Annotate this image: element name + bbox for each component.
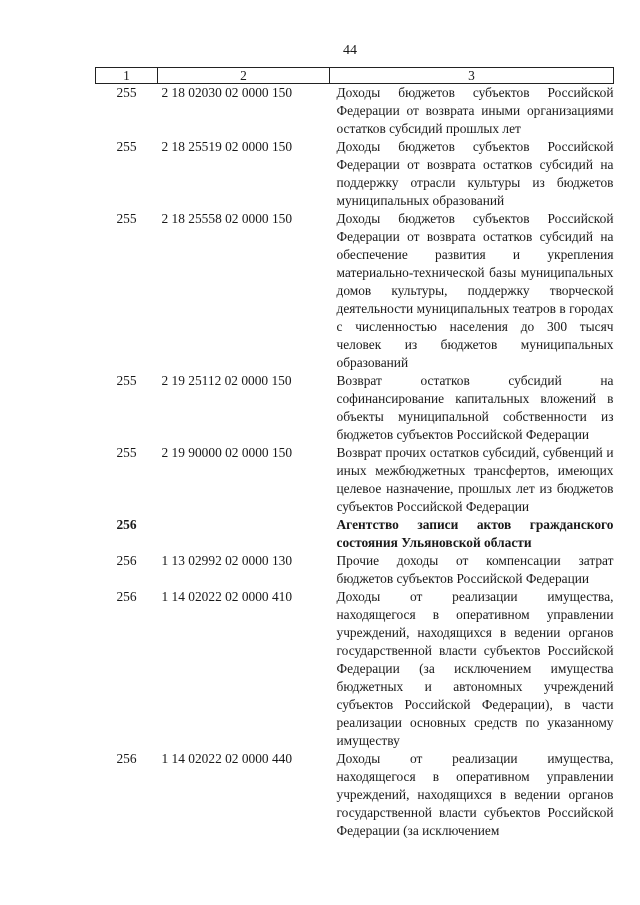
table-row — [96, 210, 614, 372]
admin-code-cell: 256 — [116, 517, 137, 532]
revenue-description-cell: Доходы бюджетов субъектов Российской Федерации от возврата остатков субсидий на обеспечение развития и укрепления материально-технической базы муниципальных домов культуры, поддержку творческой деятельности муниципальных театров в городах с численностью населения до 300 тысяч человек из бюджетов муниципальных образований — [336, 211, 614, 370]
budget-classification-code-cell — [158, 516, 330, 552]
revenue-description-cell: Агентство записи актов гражданского состояния Ульяновской области — [336, 517, 614, 550]
admin-code-cell: 255 — [116, 85, 137, 100]
page-number: 44 — [343, 43, 357, 58]
table-row — [96, 138, 614, 210]
revenue-description-cell: Прочие доходы от компенсации затрат бюджетов субъектов Российской Федерации — [336, 553, 614, 586]
budget-classification-code-cell: 2 18 25519 02 0000 150 — [161, 139, 293, 154]
admin-code-cell: 256 — [116, 553, 137, 568]
revenue-description-cell: Доходы от реализации имущества, находящегося в оперативном управлении учреждений, находящихся в ведении органов государственной власти субъектов Российской Федерации (за исключением имущества бюджетных и автономных учреждений субъектов Российской Федерации), в части реализации основных средств по указанному имуществу — [336, 589, 614, 748]
table-row — [96, 516, 614, 552]
budget-classification-code-cell: 2 19 25112 02 0000 150 — [161, 373, 292, 388]
revenue-description-cell: Доходы бюджетов субъектов Российской Федерации от возврата иными организациями остатков субсидий прошлых лет — [336, 85, 614, 136]
budget-classification-code-cell: 1 13 02992 02 0000 130 — [161, 553, 293, 568]
revenue-description-cell: Возврат остатков субсидий на софинансирование капитальных вложений в объекты муниципальной собственности из бюджетов субъектов Российской Федерации — [336, 373, 614, 442]
admin-code-cell: 256 — [116, 751, 137, 766]
admin-code-cell: 255 — [116, 139, 137, 154]
table-row — [96, 372, 614, 444]
revenue-description-cell: Возврат прочих остатков субсидий, субвенций и иных межбюджетных трансфертов, имеющих целевое назначение, прошлых лет из бюджетов субъектов Российской Федерации — [336, 445, 614, 514]
table-row — [96, 588, 614, 750]
admin-code-cell: 255 — [116, 445, 137, 460]
table-row — [96, 444, 614, 516]
budget-classification-code-cell: 2 18 02030 02 0000 150 — [161, 85, 293, 100]
column-header-1: 1 — [96, 68, 158, 84]
table-header-row — [96, 68, 614, 84]
table-row — [96, 84, 614, 139]
budget-classification-code-cell: 1 14 02022 02 0000 440 — [161, 751, 293, 766]
column-header-2: 2 — [158, 68, 330, 84]
table-row — [96, 750, 614, 840]
admin-code-cell: 255 — [116, 211, 137, 226]
budget-classification-code-cell: 1 14 02022 02 0000 410 — [161, 589, 293, 604]
budget-classification-code-cell: 2 18 25558 02 0000 150 — [161, 211, 293, 226]
budget-classification-code-cell: 2 19 90000 02 0000 150 — [161, 445, 293, 460]
revenue-description-cell: Доходы от реализации имущества, находящегося в оперативном управлении учреждений, находящихся в ведении органов государственной власти субъектов Российской Федерации (за исключением — [336, 751, 614, 838]
column-header-3: 3 — [330, 68, 614, 84]
table-row — [96, 552, 614, 588]
revenue-codes-table — [95, 67, 614, 840]
admin-code-cell: 255 — [116, 373, 137, 388]
revenue-description-cell: Доходы бюджетов субъектов Российской Федерации от возврата остатков субсидий на поддержку отрасли культуры из бюджетов муниципальных образований — [336, 139, 614, 208]
admin-code-cell: 256 — [116, 589, 137, 604]
